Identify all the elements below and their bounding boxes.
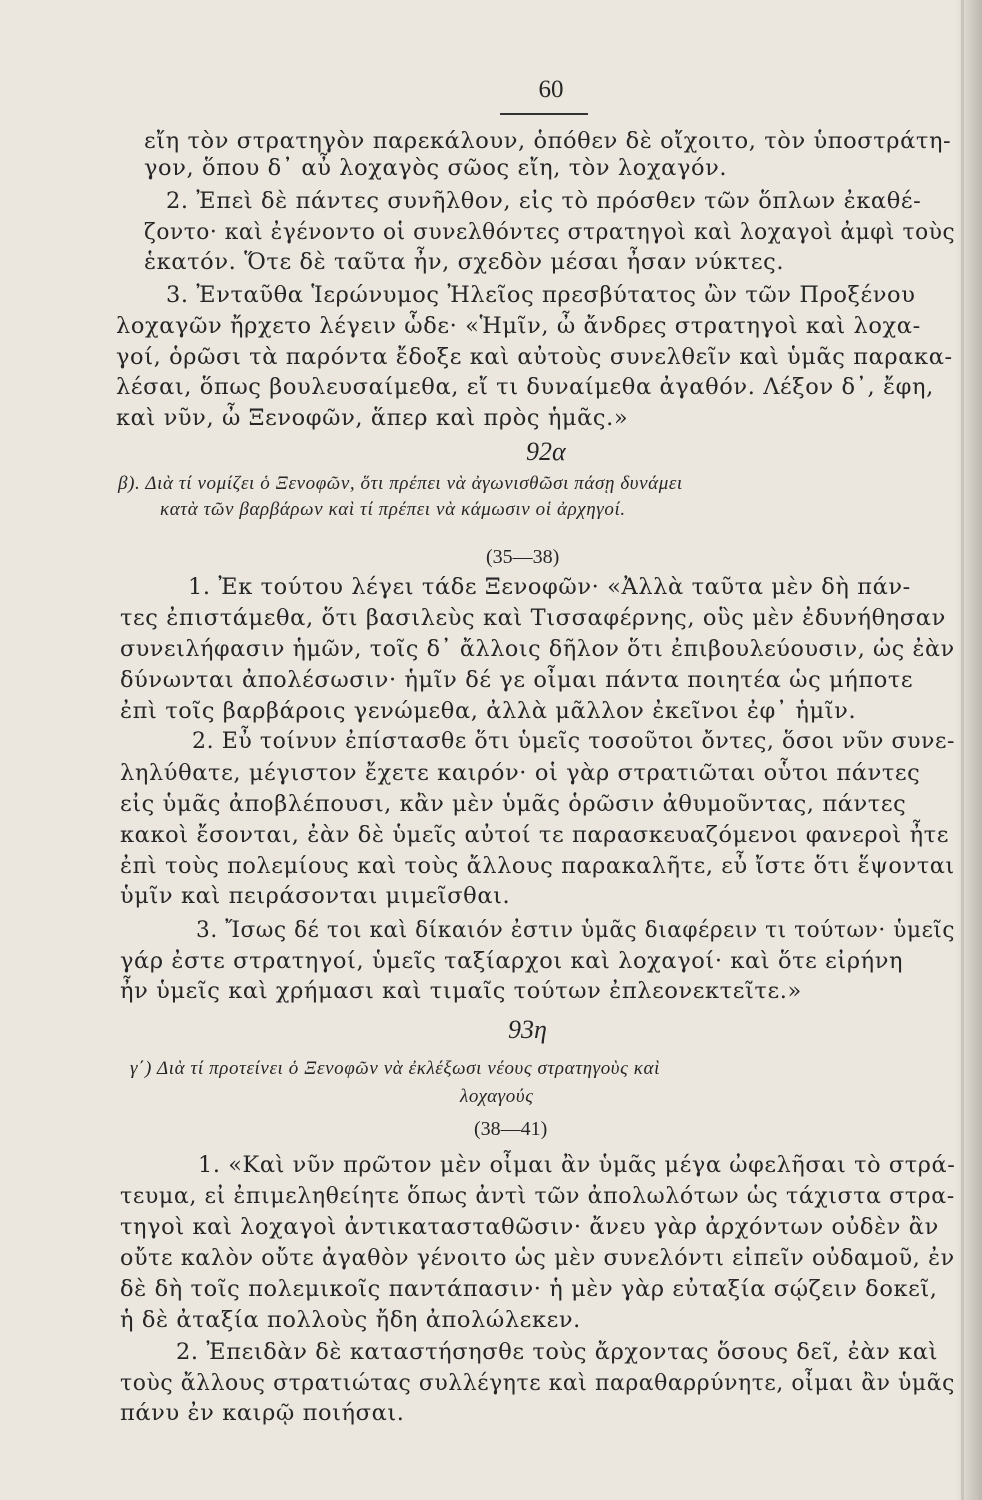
text-line: καὶ νῦν, ὦ Ξενοφῶν, ἅπερ καὶ πρὸς ἡμᾶς.» [116, 405, 629, 431]
section-ref-93: (38—41) [474, 1118, 548, 1140]
text-line: συνειλήφασιν ἡμῶν, τοῖς δ᾽ ἄλλοις δῆλον ὅτι ἐπιβουλεύουσιν, ὡς ἐὰν [120, 636, 955, 662]
text-line: γοί, ὁρῶσι τὰ παρόντα ἔδοξε καὶ αὐτοὺς συνελθεῖν καὶ ὑμᾶς παρακα- [116, 344, 953, 370]
text-line: 3. Ἐνταῦθα Ἱερώνυμος Ἠλεῖος πρεσβύτατος ὢν τῶν Προξένου [166, 282, 916, 308]
text-line: ληλύθατε, μέγιστον ἔχετε καιρόν· οἱ γὰρ στρατιῶται οὗτοι πάντες [120, 760, 921, 786]
text-line: λοχαγῶν ἤρχετο λέγειν ὧδε· «Ἡμῖν, ὦ ἄνδρες στρατηγοὶ καὶ λοχα- [116, 313, 921, 339]
text-line: ἐπὶ τοῖς βαρβάροις γενώμεθα, ἀλλὰ μᾶλλον ἐκεῖνοι ἐφ᾽ ἡμῖν. [120, 698, 857, 724]
page-number: 60 [538, 76, 564, 103]
section-heading-93-line1: γ΄) Διὰ τί προτείνει ὁ Ξενοφῶν νὰ ἐκλέξωσι νέους στρατηγοὺς καὶ [130, 1058, 660, 1079]
text-line: ὑμῖν καὶ πειράσονται μιμεῖσθαι. [120, 883, 511, 909]
text-line: ἦν ὑμεῖς καὶ χρήμασι καὶ τιμαῖς τούτων ἐπλεονεκτεῖτε.» [120, 978, 802, 1004]
text-line: ἐπὶ τοὺς πολεμίους καὶ τοὺς ἄλλους παρακαλῆτε, εὖ ἴστε ὅτι ἕψονται [120, 853, 955, 879]
text-line: ἡ δὲ ἀταξία πολλοὺς ἤδη ἀπολώλεκεν. [120, 1307, 581, 1333]
text-line: λέσαι, ὅπως βουλευσαίμεθα, εἴ τι δυναίμεθα ἀγαθόν. Λέξον δ᾽, ἔφη, [116, 374, 934, 400]
text-line: τευμα, εἰ ἐπιμεληθείητε ὅπως ἀντὶ τῶν ἀπολωλότων ὡς τάχιστα στρα- [120, 1183, 955, 1209]
text-line: οὔτε καλὸν οὔτε ἀγαθὸν γένοιτο ὡς μὲν συνελόντι εἰπεῖν οὐδαμοῦ, ἐν [120, 1245, 955, 1271]
section-heading-93-line2: λοχαγούς [460, 1086, 534, 1107]
section-ref-92: (35—38) [486, 546, 560, 568]
text-line: δὲ δὴ τοῖς πολεμικοῖς παντάπασιν· ἡ μὲν γὰρ εὐταξία σῴζειν δοκεῖ, [120, 1276, 938, 1302]
text-line: 3. Ἴσως δέ τοι καὶ δίκαιόν ἐστιν ὑμᾶς διαφέρειν τι τούτων· ὑμεῖς [196, 917, 956, 943]
text-line: γάρ ἐστε στρατηγοί, ὑμεῖς ταξίαρχοι καὶ λοχαγοί· καὶ ὅτε εἰρήνη [120, 948, 904, 974]
text-line: κακοὶ ἔσονται, ἐὰν δὲ ὑμεῖς αὐτοί τε παρασκευαζόμενοι φανεροὶ ἦτε [120, 822, 949, 848]
text-line: δύνωνται ἀπολέσωσιν· ἡμῖν δέ γε οἶμαι πάντα ποιητέα ὡς μήποτε [120, 667, 914, 693]
text-line: 2. Ἐπεὶ δὲ πάντες συνῆλθον, εἰς τὸ πρόσθεν τῶν ὅπλων ἐκαθέ- [166, 188, 922, 214]
text-line: τηγοὶ καὶ λοχαγοὶ ἀντικατασταθῶσιν· ἄνευ γὰρ ἀρχόντων οὐδὲν ἂν [120, 1214, 939, 1240]
section-heading-92-line1: β). Διὰ τί νομίζει ὁ Ξενοφῶν, ὅτι πρέπει νὰ ἀγωνισθῶσι πάσῃ δυνάμει [118, 473, 683, 494]
text-line: εἰς ὑμᾶς ἀποβλέπουσι, κἂν μὲν ὑμᾶς ὁρῶσιν ἀθυμοῦντας, πάντες [120, 791, 907, 817]
page-number-rule [500, 113, 588, 115]
section-number-92: 92α [526, 437, 566, 466]
text-line: πάνυ ἐν καιρῷ ποιήσαι. [120, 1400, 405, 1426]
section-heading-92-line2: κατὰ τῶν βαρβάρων καὶ τί πρέπει νὰ κάμωσιν οἱ ἀρχηγοί. [160, 499, 626, 520]
text-line: 1. «Καὶ νῦν πρῶτον μὲν οἶμαι ἂν ὑμᾶς μέγα ὠφελῆσαι τὸ στρά- [198, 1152, 956, 1178]
text-line: ἑκατόν. Ὅτε δὲ ταῦτα ἦν, σχεδὸν μέσαι ἦσαν νύκτες. [144, 249, 785, 275]
section-number-93: 93η [508, 1015, 547, 1044]
text-line: τοὺς ἄλλους στρατιώτας συλλέγητε καὶ παραθαρρύνητε, οἶμαι ἂν ὑμᾶς [120, 1370, 955, 1396]
text-line: 1. Ἐκ τούτου λέγει τάδε Ξενοφῶν· «Ἀλλὰ ταῦτα μὲν δὴ πάν- [188, 574, 911, 600]
text-line: 2. Εὖ τοίνυν ἐπίστασθε ὅτι ὑμεῖς τοσοῦτοι ὄντες, ὅσοι νῦν συνε- [192, 728, 955, 754]
text-line: εἴη τὸν στρατηγὸν παρεκάλουν, ὁπόθεν δὲ οἴχοιτο, τὸν ὑποστράτη- [144, 128, 952, 154]
text-line: τες ἐπιστάμεθα, ὅτι βασιλεὺς καὶ Τισσαφέρνης, οὓς μὲν ἐδυνήθησαν [120, 605, 946, 631]
page-edge-line [961, 0, 964, 1500]
page-edge-shadow [956, 0, 982, 1500]
text-line: ζοντο· καὶ ἐγένοντο οἱ συνελθόντες στρατηγοὶ καὶ λοχαγοὶ ἀμφὶ τοὺς [144, 219, 956, 245]
text-line: γον, ὅπου δ᾽ αὖ λοχαγὸς σῶος εἴη, τὸν λοχαγόν. [144, 155, 728, 181]
text-line: 2. Ἐπειδὰν δὲ καταστήσησθε τοὺς ἄρχοντας ὅσους δεῖ, ἐὰν καὶ [176, 1339, 939, 1365]
